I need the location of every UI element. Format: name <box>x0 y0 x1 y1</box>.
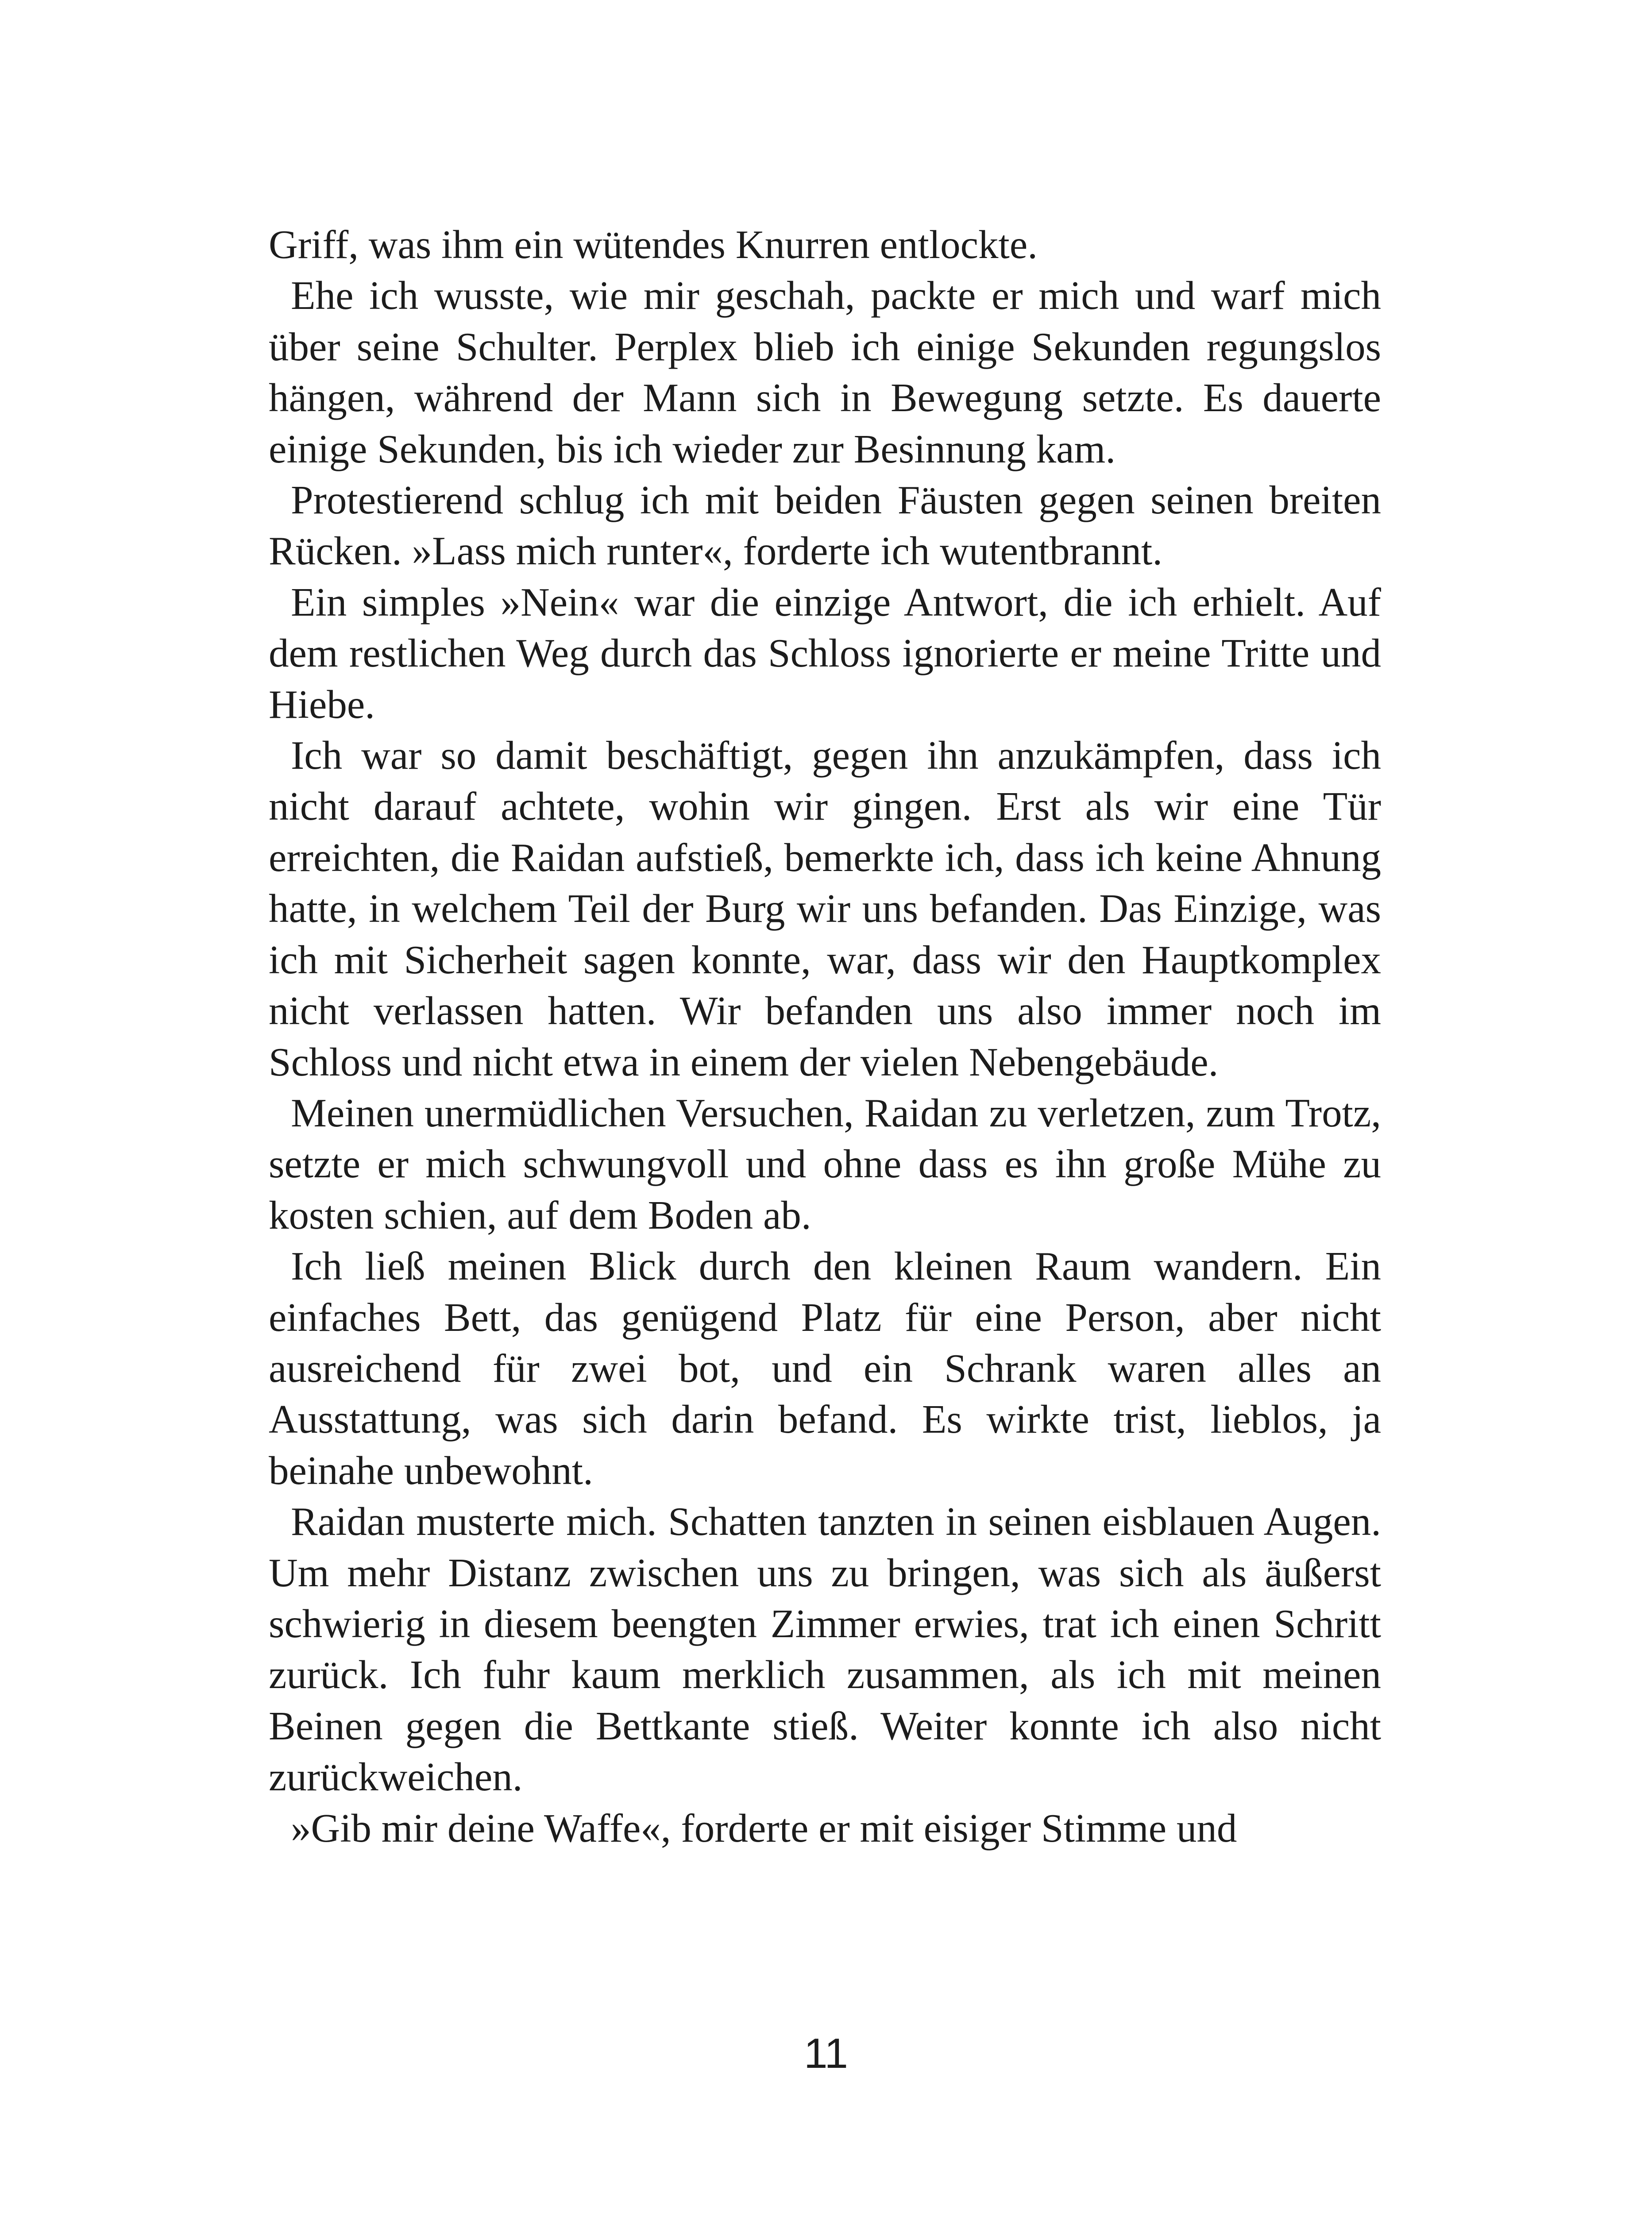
paragraph: Ich ließ meinen Blick durch den kleinen Raum wandern. Ein einfaches Bett, das genügend Platz für eine Person, aber nicht ausreichend für zwei bot, und ein Schrank waren alles an Ausstattung, was sich darin befand. Es wirkte trist, lieblos, ja beinahe unbewohnt. <box>269 1244 1381 1493</box>
body-text <box>269 219 1381 1854</box>
paragraph: Meinen unermüdlichen Versuchen, Raidan zu verletzen, zum Trotz, setzte er mich schwungvoll und ohne dass es ihn große Mühe zu kosten schien, auf dem Boden ab. <box>269 1090 1381 1238</box>
page-number: 11 <box>804 2030 848 2077</box>
paragraph: Ein simples »Nein« war die einzige Antwort, die ich erhielt. Auf dem restlichen Weg durch das Schloss ignorierte er meine Tritte und Hiebe. <box>269 579 1381 727</box>
paragraph: Ich war so damit beschäftigt, gegen ihn anzukämpfen, dass ich nicht darauf achtete, wohin wir gingen. Erst als wir eine Tür erreichten, die Raidan aufstieß, bemerkte ich, dass ich keine Ahnung hatte, in welchem Teil der Burg wir uns befanden. Das Einzige, was ich mit Sicherheit sagen konnte, war, dass wir den Hauptkomplex nicht verlassen hatten. Wir befanden uns also immer noch im Schloss und nicht etwa in einem der vielen Nebengebäude. <box>269 733 1381 1084</box>
paragraph: Raidan musterte mich. Schatten tanzten in seinen eisblauen Augen. Um mehr Distanz zwischen uns zu bringen, was sich als äußerst schwierig in diesem beengten Zimmer erwies, trat ich einen Schritt zurück. Ich fuhr kaum merklich zusammen, als ich mit meinen Beinen gegen die Bettkante stieß. Weiter konnte ich also nicht zurückweichen. <box>269 1499 1381 1800</box>
paragraph: Protestierend schlug ich mit beiden Fäusten gegen seinen breiten Rücken. »Lass mich runter«, forderte ich wutentbrannt. <box>269 478 1381 574</box>
paragraph: »Gib mir deine Waffe«, forderte er mit eisiger Stimme und <box>291 1805 1237 1851</box>
paragraph: Ehe ich wusste, wie mir geschah, packte er mich und warf mich über seine Schulter. Perplex blieb ich einige Sekunden regungslos hängen, während der Mann sich in Bewegung setzte. Es dauerte einige Sekunden, bis ich wieder zur Besinnung kam. <box>269 273 1381 471</box>
paragraph: Griff, was ihm ein wütendes Knurren entlockte. <box>269 222 1038 267</box>
